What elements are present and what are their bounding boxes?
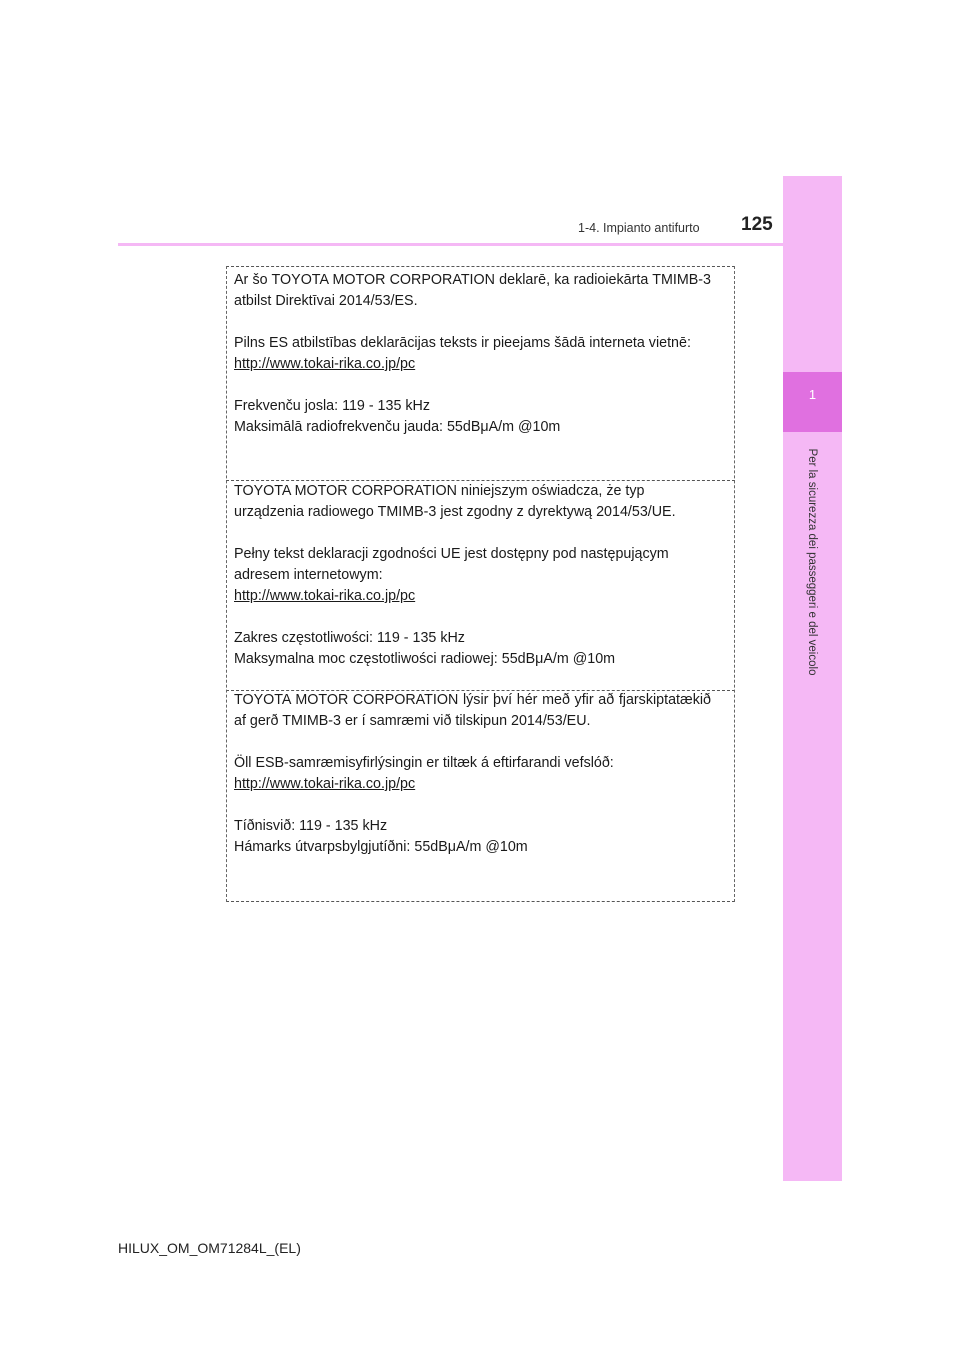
declaration-statement: TOYOTA MOTOR CORPORATION niniejszym oświadcza, że typ urządzenia radiowego TMIMB-3 jest zgodny z dyrektywą 2014/53/UE.	[234, 483, 676, 520]
max-power: Maksymalna moc częstotliwości radiowej: 55dBμA/m @10m	[234, 651, 616, 667]
frequency-band: Frekvenču josla: 119 - 135 kHz	[234, 398, 431, 414]
frame-right-border	[734, 266, 735, 902]
frame-top-border	[226, 266, 735, 267]
frame-left-border	[226, 266, 227, 902]
declaration-block-icelandic	[234, 690, 711, 858]
header-rule	[118, 243, 783, 246]
declaration-availability: Öll ESB-samræmisyfirlýsingin er tiltæk á eftirfarandi vefslóð:	[234, 755, 614, 771]
declaration-availability: Pilns ES atbilstības deklarācijas teksts ir pieejams šādā interneta vietnē:	[234, 335, 691, 351]
declaration-url-link[interactable]: http://www.tokai-rika.co.jp/pc	[234, 588, 416, 604]
declaration-statement: Ar šo TOYOTA MOTOR CORPORATION deklarē, ka radioiekārta TMIMB-3 atbilst Direktīvai 2014/53/ES.	[234, 272, 711, 309]
chapter-number-box	[783, 372, 842, 432]
section-title: 1-4. Impianto antifurto	[578, 221, 700, 235]
frequency-band: Tíðnisvið: 119 - 135 kHz	[234, 818, 388, 834]
max-power: Hámarks útvarpsbylgjutíðni: 55dBμA/m @10m	[234, 839, 528, 855]
declaration-url-link[interactable]: http://www.tokai-rika.co.jp/pc	[234, 776, 416, 792]
chapter-side-tab	[783, 176, 842, 1181]
declaration-availability: Pełny tekst deklaracji zgodności UE jest dostępny pod następującym adresem internetowym:	[234, 546, 669, 583]
declaration-url-link[interactable]: http://www.tokai-rika.co.jp/pc	[234, 356, 416, 372]
chapter-title: Per la sicurezza dei passeggeri e del veicolo	[806, 448, 818, 676]
frame-bottom-border	[226, 901, 735, 902]
page-number: 125	[741, 214, 773, 235]
frequency-band: Zakres częstotliwości: 119 - 135 kHz	[234, 630, 465, 646]
document-code: HILUX_OM_OM71284L_(EL)	[118, 1240, 301, 1256]
max-power: Maksimālā radiofrekvenču jauda: 55dBμA/m @10m	[234, 419, 561, 435]
declaration-statement: TOYOTA MOTOR CORPORATION lýsir því hér með yfir að fjarskiptatækið af gerð TMIMB-3 er í samræmi við tilskipun 2014/53/EU.	[234, 692, 711, 729]
declaration-block-latvian	[234, 270, 711, 438]
declaration-block-polish	[234, 481, 711, 670]
chapter-number: 1	[808, 387, 817, 402]
